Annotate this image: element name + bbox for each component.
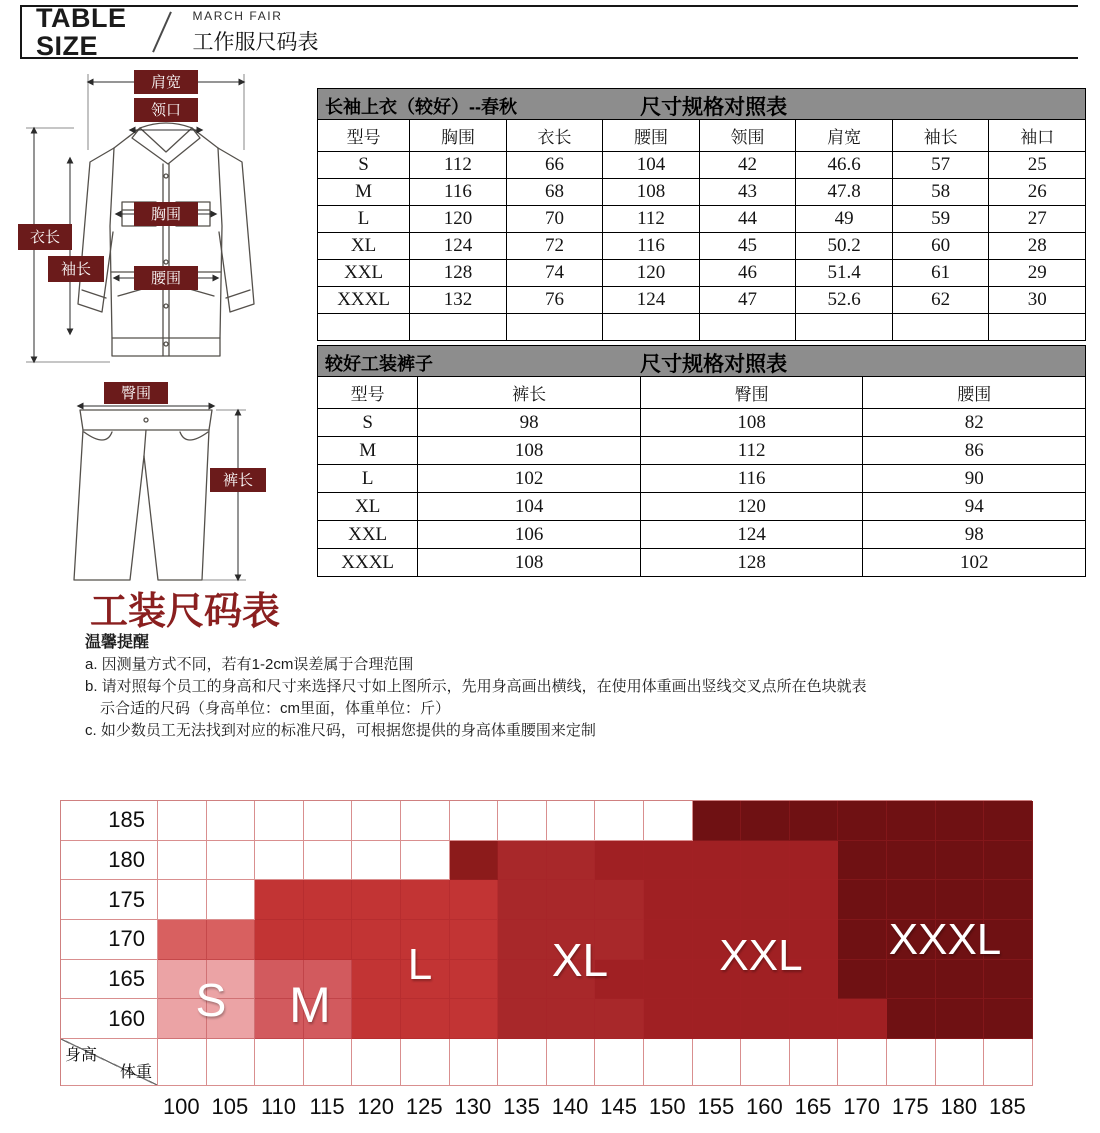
pants-size-table [317, 345, 1086, 577]
table-cell: 49 [796, 206, 893, 233]
heat-cell [304, 920, 353, 960]
heat-cell [644, 841, 693, 881]
y-axis-tick: 165 [61, 960, 158, 1000]
heat-cell [693, 1039, 742, 1086]
x-axis-labels [60, 1094, 1032, 1120]
table-row [318, 493, 1086, 521]
note-line: 示合适的尺码（身高单位：cm里面，体重单位：斤） [100, 700, 450, 717]
table-cell: 94 [863, 493, 1086, 521]
heat-cell [401, 999, 450, 1039]
heat-cell [547, 880, 596, 920]
pants-drawing [74, 410, 212, 580]
pants-table-header-bar [317, 345, 1086, 376]
size-heatmap-chart [60, 800, 1032, 1120]
table-cell: 128 [640, 549, 863, 577]
sleeve-label: 袖长 [60, 261, 92, 278]
x-axis-tick: 145 [600, 1094, 637, 1120]
x-axis-tick: 165 [794, 1094, 832, 1120]
table-cell: XXXL [318, 287, 410, 314]
x-axis-spacer [60, 1094, 157, 1120]
heat-cell [498, 841, 547, 881]
table-cell: 43 [699, 179, 796, 206]
heat-cell [450, 920, 499, 960]
heat-cell [498, 999, 547, 1039]
jacket-table-title: 尺寸规格对照表 [640, 96, 788, 119]
column-header: 型号 [318, 120, 410, 152]
heat-cell [644, 960, 693, 1000]
table-cell: L [318, 206, 410, 233]
heat-cell [352, 920, 401, 960]
x-axis-tick: 110 [260, 1094, 297, 1120]
x-axis-tick: 175 [891, 1094, 929, 1120]
table-cell: 58 [892, 179, 989, 206]
x-axis-tick: 155 [697, 1094, 735, 1120]
heat-cell [207, 1039, 256, 1086]
table-cell: 120 [603, 260, 700, 287]
heat-cell [255, 880, 304, 920]
table-cell [989, 314, 1086, 341]
x-axis-tick: 170 [843, 1094, 880, 1120]
heat-cell [790, 999, 839, 1039]
axis-corner-cell [61, 1039, 158, 1086]
heat-cell [984, 801, 1033, 841]
table-cell: 51.4 [796, 260, 893, 287]
heat-cell [936, 960, 985, 1000]
heat-cell [741, 801, 790, 841]
x-axis-tick: 150 [648, 1094, 686, 1120]
table-cell: M [318, 437, 418, 465]
table-cell: XXXL [318, 549, 418, 577]
heat-cell [595, 1039, 644, 1086]
heat-cell [498, 1039, 547, 1086]
table-cell: XXL [318, 521, 418, 549]
table-row [318, 152, 1086, 179]
heat-cell [887, 801, 936, 841]
note-line: c. 如少数员工无法找到对应的标准尺码，可根据您提供的身高体重腰围来定制 [85, 722, 596, 739]
heat-cell [498, 960, 547, 1000]
y-axis-title: 身高 [65, 1047, 98, 1065]
x-axis-tick: 105 [211, 1094, 249, 1120]
table-row [318, 549, 1086, 577]
pants-table-grid [317, 376, 1086, 577]
table-cell: 47.8 [796, 179, 893, 206]
size-region-label: S [195, 974, 227, 1026]
length-label: 衣长 [29, 229, 61, 246]
heat-cell [838, 920, 887, 960]
table-cell: 30 [989, 287, 1086, 314]
table-cell: 59 [892, 206, 989, 233]
table-row [318, 465, 1086, 493]
table-cell: 28 [989, 233, 1086, 260]
table-cell: 108 [603, 179, 700, 206]
size-region-label: M [289, 977, 331, 1033]
table-cell: S [318, 409, 418, 437]
heat-cell [547, 1039, 596, 1086]
table-cell [796, 314, 893, 341]
x-axis-tick: 160 [746, 1094, 783, 1120]
column-header: 袖长 [892, 120, 989, 152]
table-cell [699, 314, 796, 341]
table-cell: XL [318, 493, 418, 521]
table-cell: 46 [699, 260, 796, 287]
table-cell: 50.2 [796, 233, 893, 260]
heat-cell [450, 960, 499, 1000]
pants-dimension-arrows [78, 382, 266, 580]
column-header: 衣长 [506, 120, 603, 152]
table-cell: XXL [318, 260, 410, 287]
heat-cell [936, 801, 985, 841]
size-chart-grid [60, 800, 1032, 1086]
heat-cell [255, 920, 304, 960]
table-row [318, 179, 1086, 206]
heat-cell [644, 801, 693, 841]
heat-cell [838, 1039, 887, 1086]
column-header: 臀围 [640, 377, 863, 409]
pant-length-label: 裤长 [222, 472, 254, 489]
table-row [318, 314, 1086, 341]
heat-cell [887, 1039, 936, 1086]
shoulder-label: 肩宽 [150, 74, 182, 91]
heat-cell [644, 1039, 693, 1086]
pants-table-title: 尺寸规格对照表 [640, 353, 788, 376]
heat-cell [304, 841, 353, 881]
size-region-label: XXL [719, 931, 803, 980]
heat-cell [595, 841, 644, 881]
table-cell: 68 [506, 179, 603, 206]
section-title: 工装尺码表 [90, 591, 281, 633]
table-cell: 46.6 [796, 152, 893, 179]
heat-cell [401, 841, 450, 881]
heat-cell [304, 801, 353, 841]
table-cell: 108 [640, 409, 863, 437]
table-cell [506, 314, 603, 341]
table-cell: 108 [418, 437, 641, 465]
table-cell: 116 [410, 179, 507, 206]
heat-cell [158, 880, 207, 920]
slash-divider [152, 11, 172, 52]
heat-cell [352, 999, 401, 1039]
heat-cell [450, 999, 499, 1039]
table-row [318, 437, 1086, 465]
table-cell: 112 [640, 437, 863, 465]
table-cell: 98 [863, 521, 1086, 549]
heat-cell [887, 999, 936, 1039]
header-brand [193, 9, 319, 56]
heat-cell [547, 999, 596, 1039]
heat-cell [693, 841, 742, 881]
y-axis-tick: 180 [61, 841, 158, 881]
table-cell: 132 [410, 287, 507, 314]
heat-cell [644, 880, 693, 920]
x-axis-tick: 140 [551, 1094, 589, 1120]
column-header: 腰围 [863, 377, 1086, 409]
heat-cell [936, 1039, 985, 1086]
heat-cell [352, 1039, 401, 1086]
table-size-logo [36, 4, 127, 60]
table-cell: 60 [892, 233, 989, 260]
table-cell: 26 [989, 179, 1086, 206]
table-cell: 74 [506, 260, 603, 287]
heat-cell [838, 841, 887, 881]
table-cell: 104 [603, 152, 700, 179]
heat-cell [547, 841, 596, 881]
heat-cell [887, 960, 936, 1000]
heat-cell [644, 999, 693, 1039]
logo-line-top: TABLE [36, 2, 127, 33]
heat-cell [838, 880, 887, 920]
jacket-size-table [317, 88, 1086, 341]
table-cell: 27 [989, 206, 1086, 233]
x-axis-tick: 120 [357, 1094, 395, 1120]
heat-cell [207, 920, 256, 960]
heat-cell [984, 999, 1033, 1039]
heat-cell [936, 999, 985, 1039]
logo-line-bottom: SIZE [36, 31, 99, 61]
heat-cell [838, 801, 887, 841]
table-row [318, 521, 1086, 549]
table-cell: 116 [640, 465, 863, 493]
notes-block [85, 632, 1035, 742]
table-cell: 98 [418, 409, 641, 437]
heat-cell [936, 841, 985, 881]
heat-cell [790, 1039, 839, 1086]
heat-cell [401, 880, 450, 920]
jacket-table-label: 长袖上衣（较好）--春秋 [325, 97, 517, 117]
column-header: 领围 [699, 120, 796, 152]
heat-cell [790, 880, 839, 920]
table-cell [410, 314, 507, 341]
table-row [318, 287, 1086, 314]
x-axis-tick: 185 [989, 1094, 1026, 1120]
table-cell [603, 314, 700, 341]
heat-cell [693, 880, 742, 920]
heat-cell [352, 960, 401, 1000]
page-header [20, 2, 1078, 61]
table-cell: 116 [603, 233, 700, 260]
y-axis-tick: 170 [61, 920, 158, 960]
column-header: 袖口 [989, 120, 1086, 152]
x-axis-tick: 130 [454, 1094, 492, 1120]
table-cell: L [318, 465, 418, 493]
heat-cell [693, 999, 742, 1039]
table-cell: 47 [699, 287, 796, 314]
heat-cell [207, 880, 256, 920]
note-line: b. 请对照每个员工的身高和尺寸来选择尺寸如上图所示，先用身高画出横线，在使用体重画出竖线交叉点所在色块就表 [85, 678, 867, 695]
size-region-label: XXXL [888, 915, 1002, 964]
heat-cell [595, 801, 644, 841]
notes-title: 温馨提醒 [85, 634, 150, 651]
heat-cell [838, 999, 887, 1039]
x-axis-tick: 135 [503, 1094, 540, 1120]
table-cell: 108 [418, 549, 641, 577]
heat-cell [255, 841, 304, 881]
size-region-label: L [407, 940, 433, 989]
heat-cell [498, 801, 547, 841]
heat-cell [644, 920, 693, 960]
y-axis-tick: 175 [61, 880, 158, 920]
heat-cell [984, 960, 1033, 1000]
x-axis-title: 体重 [119, 1064, 152, 1082]
table-cell: 102 [418, 465, 641, 493]
heat-cell [984, 841, 1033, 881]
table-cell: 76 [506, 287, 603, 314]
heat-cell [304, 880, 353, 920]
table-cell: 124 [603, 287, 700, 314]
table-cell: 102 [863, 549, 1086, 577]
heat-cell [595, 880, 644, 920]
table-row [318, 206, 1086, 233]
heat-cell [741, 841, 790, 881]
table-cell: 66 [506, 152, 603, 179]
heat-cell [158, 841, 207, 881]
heat-cell [984, 1039, 1033, 1086]
jacket-measure-badges [18, 70, 198, 290]
table-cell: 128 [410, 260, 507, 287]
heat-cell [158, 920, 207, 960]
x-axis-tick: 125 [405, 1094, 443, 1120]
heat-cell [158, 801, 207, 841]
heat-cell [498, 920, 547, 960]
x-axis-tick: 100 [162, 1094, 200, 1120]
heat-cell [207, 801, 256, 841]
table-cell [892, 314, 989, 341]
heat-cell [838, 960, 887, 1000]
table-cell: 90 [863, 465, 1086, 493]
jacket-table-header-bar [317, 88, 1086, 119]
table-cell: 57 [892, 152, 989, 179]
table-cell: M [318, 179, 410, 206]
table-row [318, 233, 1086, 260]
measurement-diagram [18, 66, 313, 588]
heat-cell [595, 999, 644, 1039]
column-header: 型号 [318, 377, 418, 409]
table-cell: 112 [603, 206, 700, 233]
table-cell [318, 314, 410, 341]
heat-cell [741, 880, 790, 920]
table-cell: 44 [699, 206, 796, 233]
table-cell: 61 [892, 260, 989, 287]
table-cell: 45 [699, 233, 796, 260]
heat-cell [207, 841, 256, 881]
pants-table-label: 较好工装裤子 [325, 354, 433, 374]
heat-cell [352, 880, 401, 920]
header-subtitle: MARCH FAIR [192, 8, 283, 23]
table-cell: 70 [506, 206, 603, 233]
table-cell: 106 [418, 521, 641, 549]
table-cell: 25 [989, 152, 1086, 179]
table-cell: 62 [892, 287, 989, 314]
waist-label: 腰围 [150, 270, 182, 287]
jacket-drawing [78, 123, 254, 356]
heat-cell [450, 841, 499, 881]
heat-cell [401, 801, 450, 841]
column-header: 裤长 [418, 377, 641, 409]
table-cell: 29 [989, 260, 1086, 287]
table-row [318, 260, 1086, 287]
chest-label: 胸围 [150, 206, 182, 223]
note-line: a. 因测量方式不同，若有1-2cm误差属于合理范围 [85, 656, 414, 673]
heat-cell [450, 880, 499, 920]
y-axis-tick: 185 [61, 801, 158, 841]
heat-cell [741, 1039, 790, 1086]
heat-cell [498, 880, 547, 920]
heat-cell [255, 1039, 304, 1086]
heat-cell [547, 801, 596, 841]
table-cell: 120 [640, 493, 863, 521]
table-cell: 42 [699, 152, 796, 179]
heat-cell [450, 1039, 499, 1086]
x-axis-tick: 115 [309, 1094, 345, 1120]
hip-label: 臀围 [120, 385, 152, 402]
table-cell: 124 [640, 521, 863, 549]
size-region-label: XL [551, 934, 609, 986]
table-cell: S [318, 152, 410, 179]
table-cell: 104 [418, 493, 641, 521]
table-cell: XL [318, 233, 410, 260]
table-row [318, 409, 1086, 437]
jacket-table-grid [317, 119, 1086, 341]
column-header: 肩宽 [796, 120, 893, 152]
heat-cell [693, 801, 742, 841]
x-axis-tick: 180 [940, 1094, 978, 1120]
column-header: 胸围 [410, 120, 507, 152]
table-cell: 72 [506, 233, 603, 260]
table-cell: 82 [863, 409, 1086, 437]
page-title: 工作服尺码表 [192, 30, 319, 54]
column-header: 腰围 [603, 120, 700, 152]
heat-cell [352, 801, 401, 841]
y-axis-tick: 160 [61, 999, 158, 1039]
heat-cell [158, 1039, 207, 1086]
heat-cell [255, 801, 304, 841]
table-cell: 112 [410, 152, 507, 179]
heat-cell [450, 801, 499, 841]
table-cell: 86 [863, 437, 1086, 465]
table-cell: 120 [410, 206, 507, 233]
heat-cell [887, 841, 936, 881]
table-cell: 124 [410, 233, 507, 260]
table-cell: 52.6 [796, 287, 893, 314]
heat-cell [401, 1039, 450, 1086]
heat-cell [304, 1039, 353, 1086]
heat-cell [790, 841, 839, 881]
collar-label: 领口 [150, 102, 182, 119]
heat-cell [352, 841, 401, 881]
heat-cell [741, 999, 790, 1039]
heat-cell [790, 801, 839, 841]
